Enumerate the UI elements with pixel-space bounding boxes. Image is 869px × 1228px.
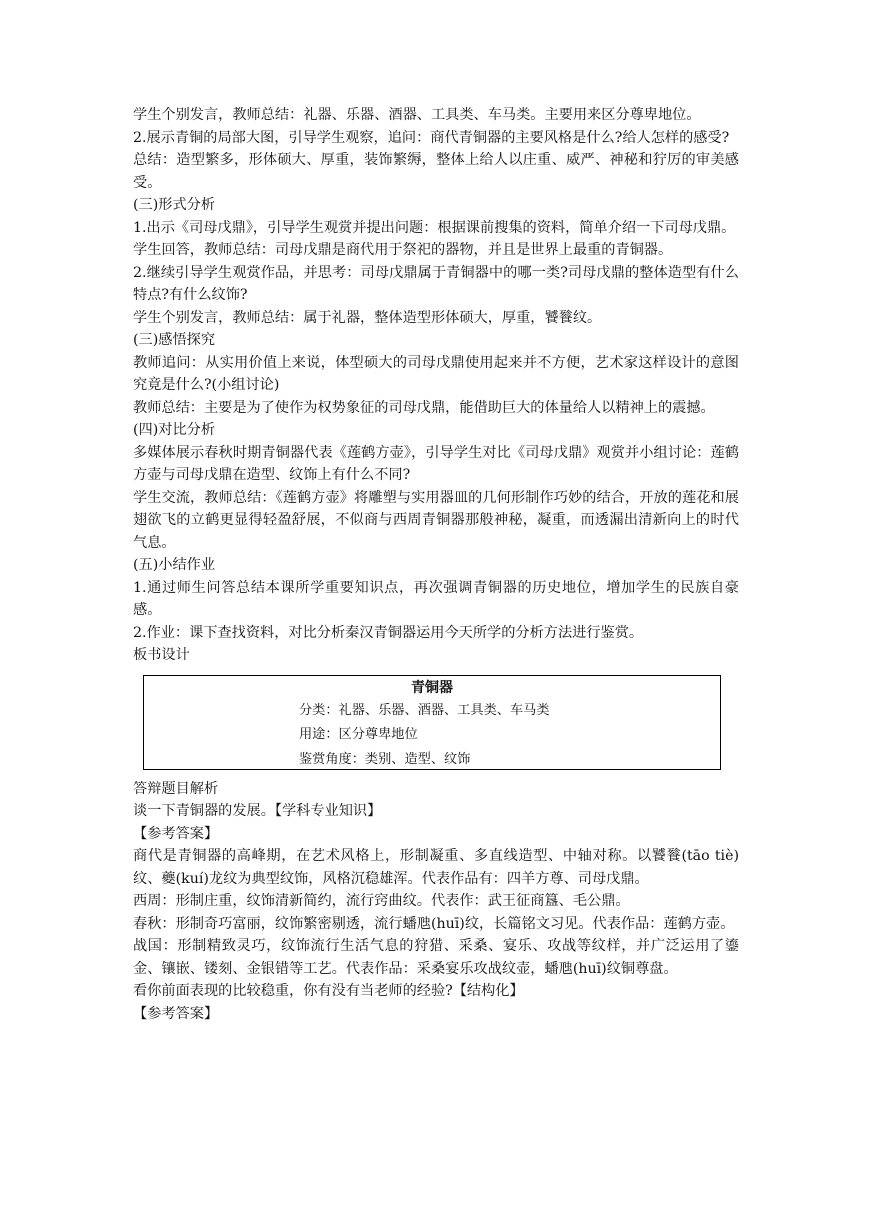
- paragraph: 【参考答案】: [133, 1005, 219, 1022]
- paragraph: 多媒体展示春秋时期青铜器代表《莲鹤方壶》，引导学生对比《司母戊鼎》观赏并小组讨论：莲鹤方壶与司母戊鼎在造型、纹饰上有什么不同?: [133, 444, 739, 483]
- paragraph: 春秋：形制奇巧富丽，纹饰繁密剔透，流行蟠虺(huī)纹，长篇铭文习见。代表作品：莲鹤方壶。: [133, 915, 735, 932]
- paragraph: 教师追问：从实用价值上来说，体型硕大的司母戊鼎使用起来并不方便，艺术家这样设计的意图究竟是什么?(小组讨论): [133, 354, 739, 393]
- paragraph: 【参考答案】: [133, 825, 219, 842]
- paragraph: 1.出示《司母戊鼎》，引导学生观赏并提出问题：根据课前搜集的资料，简单介绍一下司母戊鼎。: [133, 219, 736, 236]
- paragraph: 商代是青铜器的高峰期，在艺术风格上，形制凝重、多直线造型、中轴对称。以饕餮(tāo tiè)纹、夔(kuí)龙纹为典型纹饰，风格沉稳雄浑。代表作品有：四羊方尊、司母戊鼎。: [133, 848, 739, 887]
- paragraph: 教师总结：主要是为了使作为权势象征的司母戊鼎，能借助巨大的体量给人以精神上的震撼。: [133, 399, 715, 416]
- paragraph: (三)形式分析: [133, 197, 216, 213]
- paragraph: (四)对比分析: [133, 422, 216, 438]
- paragraph: 板书设计: [133, 647, 190, 663]
- paragraph: 学生个别发言，教师总结：礼器、乐器、酒器、工具类、车马类。主要用来区分尊卑地位。: [133, 107, 701, 123]
- defense-questions-section: [133, 778, 739, 1026]
- paragraph: 学生交流，教师总结：《莲鹤方壶》将雕塑与实用器皿的几何形制作巧妙的结合，开放的莲花和展翅欲飞的立鹤更显得轻盈舒展，不似商与西周青铜器那般神秘，凝重，而透漏出清新向上的时代气息。: [133, 489, 739, 551]
- paragraph: 看你前面表现的比较稳重，你有没有当老师的经验?【结构化】: [133, 983, 524, 999]
- paragraph: 2.展示青铜的局部大图，引导学生观察，追问：商代青铜器的主要风格是什么?给人怎样的感受?: [133, 129, 730, 146]
- board-line-category: 分类：礼器、乐器、酒器、工具类、车马类: [299, 702, 550, 718]
- paragraph: 学生个别发言，教师总结：属于礼器，整体造型形体硕大，厚重，饕餮纹。: [133, 309, 602, 326]
- paragraph: 1.通过师生问答总结本课所学重要知识点，再次强调青铜器的历史地位，增加学生的民族自豪感。: [133, 579, 739, 618]
- paragraph: 总结：造型繁多，形体硕大、厚重，装饰繁缛，整体上给人以庄重、威严、神秘和狞厉的审美感受。: [133, 152, 739, 191]
- paragraph: 战国：形制精致灵巧，纹饰流行生活气息的狩猎、采桑、宴乐、攻战等纹样，并广泛运用了鎏金、镶嵌、镂刻、金银错等工艺。代表作品：采桑宴乐攻战纹壶，蟠虺(huī)纹铜尊盘。: [133, 938, 739, 977]
- board-title: 青铜器: [411, 679, 453, 696]
- paragraph: 答辩题目解析: [133, 780, 219, 797]
- blackboard-design-box: [143, 675, 721, 770]
- paragraph: 西周：形制庄重，纹饰清新简约，流行窍曲纹。代表作：武王征商簋、毛公鼎。: [133, 893, 630, 909]
- document-body: [133, 104, 739, 1025]
- paragraph: 学生回答，教师总结：司母戊鼎是商代用于祭祀的器物，并且是世界上最重的青铜器。: [133, 242, 673, 258]
- paragraph: (五)小结作业: [133, 557, 216, 573]
- board-line-appreciation: 鉴赏角度：类别、造型、纹饰: [299, 751, 471, 767]
- lesson-plan-section: [133, 104, 739, 667]
- paragraph: 谈一下青铜器的发展。【学科专业知识】: [133, 803, 382, 819]
- paragraph: 2.作业：课下查找资料，对比分析秦汉青铜器运用今天所学的分析方法进行鉴赏。: [133, 624, 644, 641]
- paragraph: (三)感悟探究: [133, 332, 216, 348]
- blackboard-design-wrapper: [133, 667, 739, 778]
- board-line-usage: 用途：区分尊卑地位: [299, 727, 418, 742]
- paragraph: 2.继续引导学生观赏作品，并思考：司母戊鼎属于青铜器中的哪一类?司母戊鼎的整体造型有什么特点?有什么纹饰?: [133, 264, 739, 303]
